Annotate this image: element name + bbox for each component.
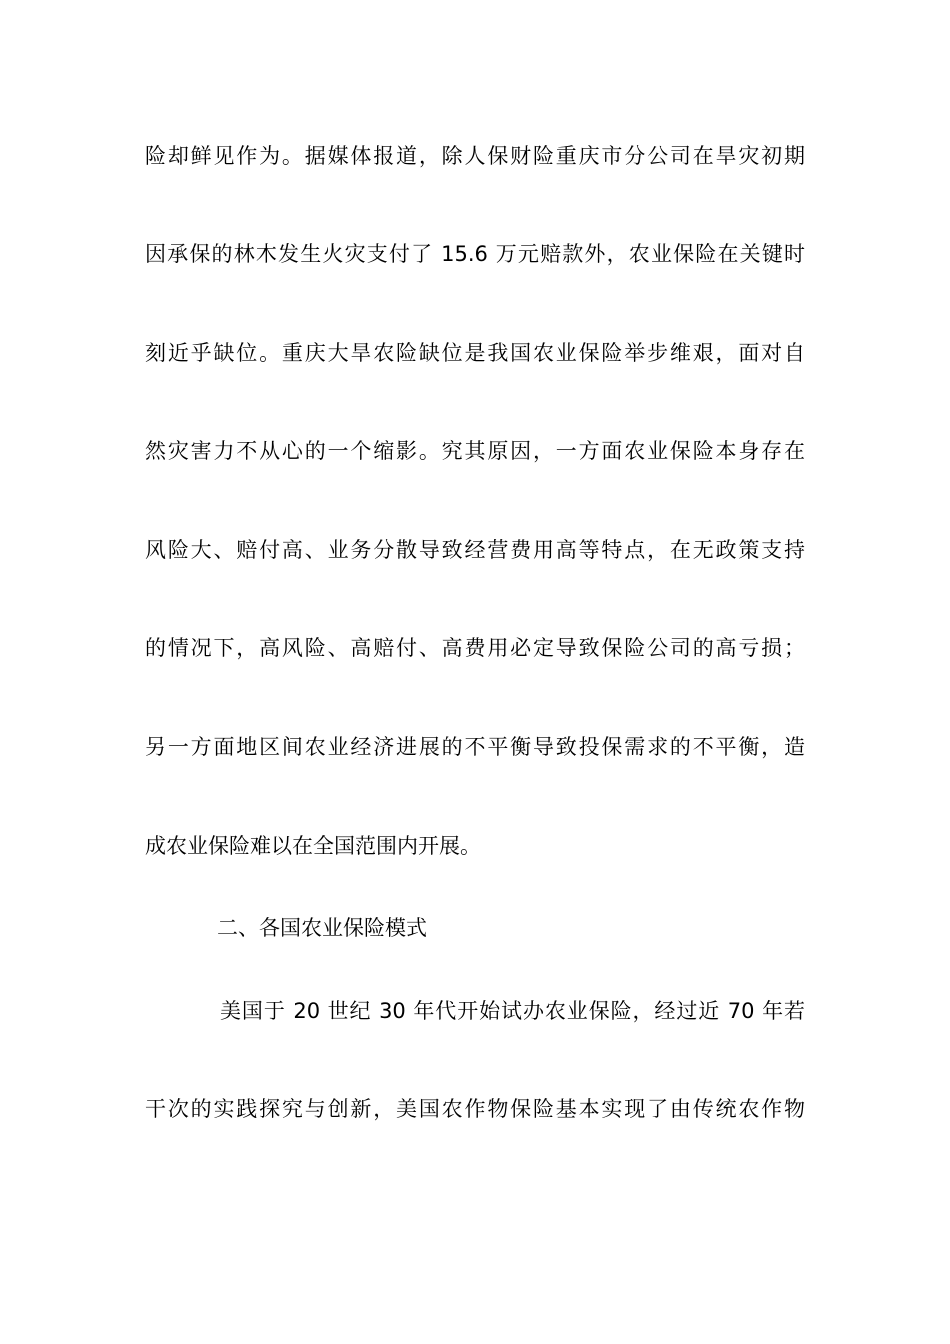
paragraph-line: 的情况下，高风险、高赔付、高费用必定导致保险公司的高亏损；	[145, 636, 805, 660]
section-heading: 二、各国农业保险模式	[217, 916, 427, 940]
paragraph-line: 成农业保险难以在全国范围内开展。	[145, 834, 481, 858]
paragraph-line: 然灾害力不从心的一个缩影。究其原因，一方面农业保险本身存在	[145, 439, 805, 463]
paragraph-line: 刻近乎缺位。重庆大旱农险缺位是我国农业保险举步维艰，面对自	[145, 341, 805, 365]
paragraph-line: 风险大、赔付高、业务分散导致经营费用高等特点，在无政策支持	[145, 538, 805, 562]
paragraph-line: 美国于 20 世纪 30 年代开始试办农业保险，经过近 70 年若	[220, 999, 805, 1023]
paragraph-line: 另一方面地区间农业经济进展的不平衡导致投保需求的不平衡，造	[145, 735, 805, 759]
paragraph-line: 因承保的林木发生火灾支付了 15.6 万元赔款外，农业保险在关键时	[145, 242, 805, 266]
paragraph-line: 干次的实践探究与创新，美国农作物保险基本实现了由传统农作物	[145, 1097, 805, 1121]
paragraph-line: 险却鲜见作为。据媒体报道，除人保财险重庆市分公司在旱灾初期	[145, 144, 805, 168]
